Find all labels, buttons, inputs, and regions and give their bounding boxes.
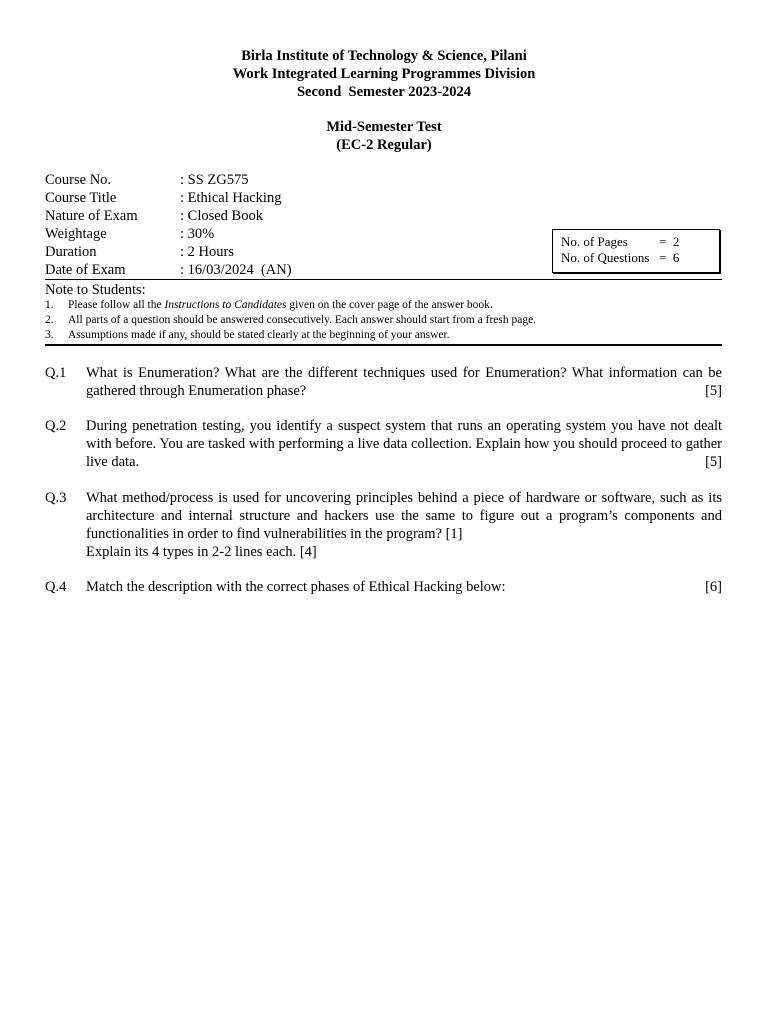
course-info-label: Nature of Exam: [45, 208, 138, 224]
question-number: Q.3: [45, 490, 67, 506]
course-info-value: : Ethical Hacking: [180, 190, 282, 206]
pages-count-row: [561, 234, 719, 250]
semester-title: Second Semester 2023-2024: [296, 84, 472, 100]
exam-type: (EC-2 Regular): [336, 137, 432, 153]
question-3: [45, 489, 722, 561]
note-number: 1.: [45, 299, 54, 311]
note-italic-text: Instructions to Candidates: [164, 299, 287, 311]
question-2: [45, 417, 722, 471]
questions-value: = 6: [659, 250, 680, 265]
course-info-label: Date of Exam: [45, 262, 126, 278]
divider-line: [45, 279, 722, 280]
course-info-value: : 16/03/2024 (AN): [180, 262, 292, 278]
course-info-row: [45, 243, 234, 261]
summary-box: [552, 229, 720, 273]
institute-name: Birla Institute of Technology & Science, Pilani: [241, 48, 527, 64]
question-1: [45, 364, 722, 400]
course-info-label: Course Title: [45, 190, 117, 206]
course-info-label: Duration: [45, 244, 97, 260]
course-info-row: [45, 189, 281, 207]
question-number: Q.1: [45, 365, 67, 381]
pages-label: No. of Pages: [561, 234, 628, 249]
pages-value: = 2: [659, 234, 680, 249]
note-item: [45, 313, 536, 328]
question-number: Q.2: [45, 418, 67, 434]
question-marks: [5]: [705, 454, 722, 470]
question-subtext: Explain its 4 types in 2-2 lines each. [4]: [86, 544, 317, 560]
questions-label: No. of Questions: [561, 250, 650, 265]
course-info-value: : 2 Hours: [180, 244, 234, 260]
course-info-row: [45, 171, 249, 189]
question-marks: [5]: [705, 383, 722, 399]
question-marks: [6]: [705, 579, 722, 595]
course-info-row: [45, 261, 292, 279]
question-text: What is Enumeration? What are the different techniques used for Enumeration? What information can be gathered through Enumeration phase?: [86, 365, 722, 399]
question-text: Match the description with the correct phases of Ethical Hacking below:: [86, 579, 506, 595]
note-number: 3.: [45, 329, 54, 341]
question-text: What method/process is used for uncovering principles behind a piece of hardware or software, such as its architecture and internal structure and hackers use the same to figure out a program’s components and functionalities in order to find vulnerabilities in the program? [1]: [86, 490, 722, 542]
question-number: Q.4: [45, 579, 67, 595]
note-text-start: Please follow all the: [68, 299, 165, 311]
divider-line-thick: [45, 344, 722, 346]
questions-count-row: [561, 250, 719, 266]
course-info-value: : 30%: [180, 226, 215, 242]
question-4: [45, 578, 722, 596]
note-text: Assumptions made if any, should be stated clearly at the beginning of your answer.: [68, 329, 450, 341]
course-info-value: : SS ZG575: [180, 172, 249, 188]
course-info-row: [45, 207, 263, 225]
course-info-row: [45, 225, 214, 243]
note-number: 2.: [45, 314, 54, 326]
note-item: [45, 298, 493, 313]
note-item: [45, 328, 450, 343]
notes-title: Note to Students:: [45, 282, 146, 298]
note-text: All parts of a question should be answered consecutively. Each answer should start from a fresh page.: [68, 314, 537, 326]
note-text-end: given on the cover page of the answer book.: [286, 299, 493, 311]
division-name: Work Integrated Learning Programmes Division: [232, 66, 536, 82]
course-info-label: Course No.: [45, 172, 112, 188]
question-text: During penetration testing, you identify a suspect system that runs an operating system you have not dealt with before. You are tasked with performing a live data collection. Explain how you should proceed to gather live data.: [86, 418, 722, 470]
course-info-label: Weightage: [45, 226, 107, 242]
course-info-value: : Closed Book: [180, 208, 263, 224]
exam-name: Mid-Semester Test: [326, 119, 442, 135]
